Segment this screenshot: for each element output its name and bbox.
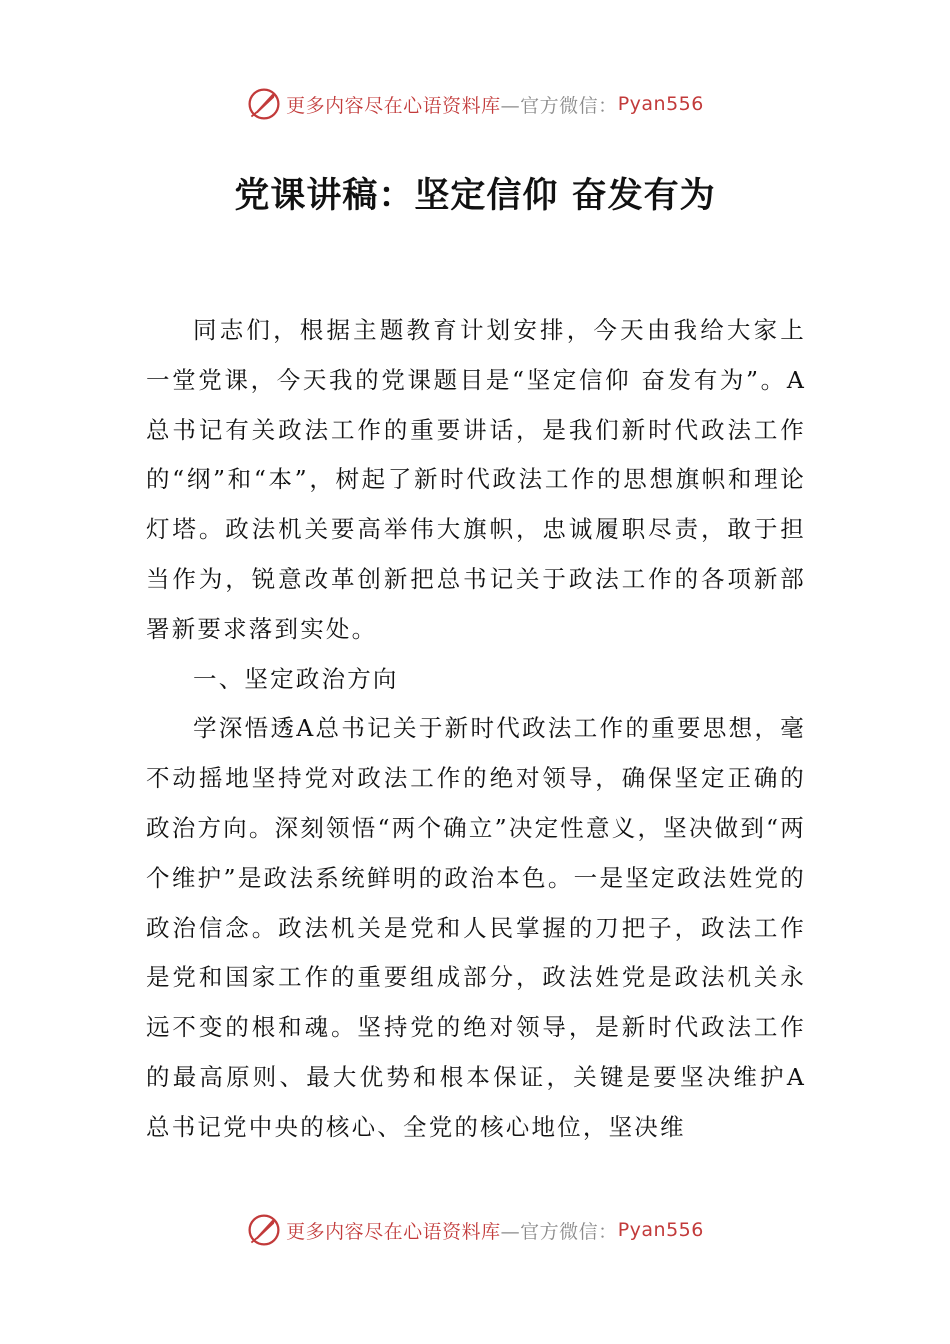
quill-pen-logo-icon bbox=[246, 86, 282, 122]
document-title: 党课讲稿：坚定信仰 奋发有为 bbox=[234, 176, 716, 216]
document-body bbox=[146, 306, 806, 1153]
watermark-banner-bottom bbox=[0, 1210, 950, 1250]
quill-pen-logo-icon bbox=[246, 1212, 282, 1248]
banner-wechat-id: Pyan556 bbox=[617, 93, 704, 115]
banner-brand-text: 更多内容尽在心语资料库 bbox=[286, 94, 501, 117]
banner-contact-label: —官方微信： bbox=[500, 1220, 618, 1243]
section-heading-1: 一、坚定政治方向 bbox=[193, 664, 399, 693]
watermark-banner-top bbox=[0, 84, 950, 124]
banner-contact-label: —官方微信： bbox=[500, 94, 618, 117]
banner-wechat-id: Pyan556 bbox=[617, 1219, 704, 1241]
paragraph-intro: 同志们，根据主题教育计划安排，今天由我给大家上一堂党课，今天我的党课题目是“坚定信仰 奋发有为”。A总书记有关政法工作的重要讲话，是我们新时代政法工作的“纲”和“本”，树起了新时代政法工作的思想旗帜和理论灯塔。政法机关要高举伟大旗帜，忠诚履职尽责，敢于担当作为，锐意改革创新把总书记关于政法工作的各项新部署新要求落到实处。 bbox=[146, 316, 806, 643]
paragraph-section-1: 学深悟透A总书记关于新时代政法工作的重要思想，毫不动摇地坚持党对政法工作的绝对领导，确保坚定正确的政治方向。深刻领悟“两个确立”决定性意义，坚决做到“两个维护”是政法系统鲜明的政治本色。一是坚定政法姓党的政治信念。政法机关是党和人民掌握的刀把子，政法工作是党和国家工作的重要组成部分，政法姓党是政法机关永远不变的根和魂。坚持党的绝对领导，是新时代政法工作的最高原则、最大优势和根本保证，关键是要坚决维护A总书记党中央的核心、全党的核心地位，坚决维 bbox=[146, 714, 806, 1141]
banner-brand-text: 更多内容尽在心语资料库 bbox=[286, 1220, 501, 1243]
